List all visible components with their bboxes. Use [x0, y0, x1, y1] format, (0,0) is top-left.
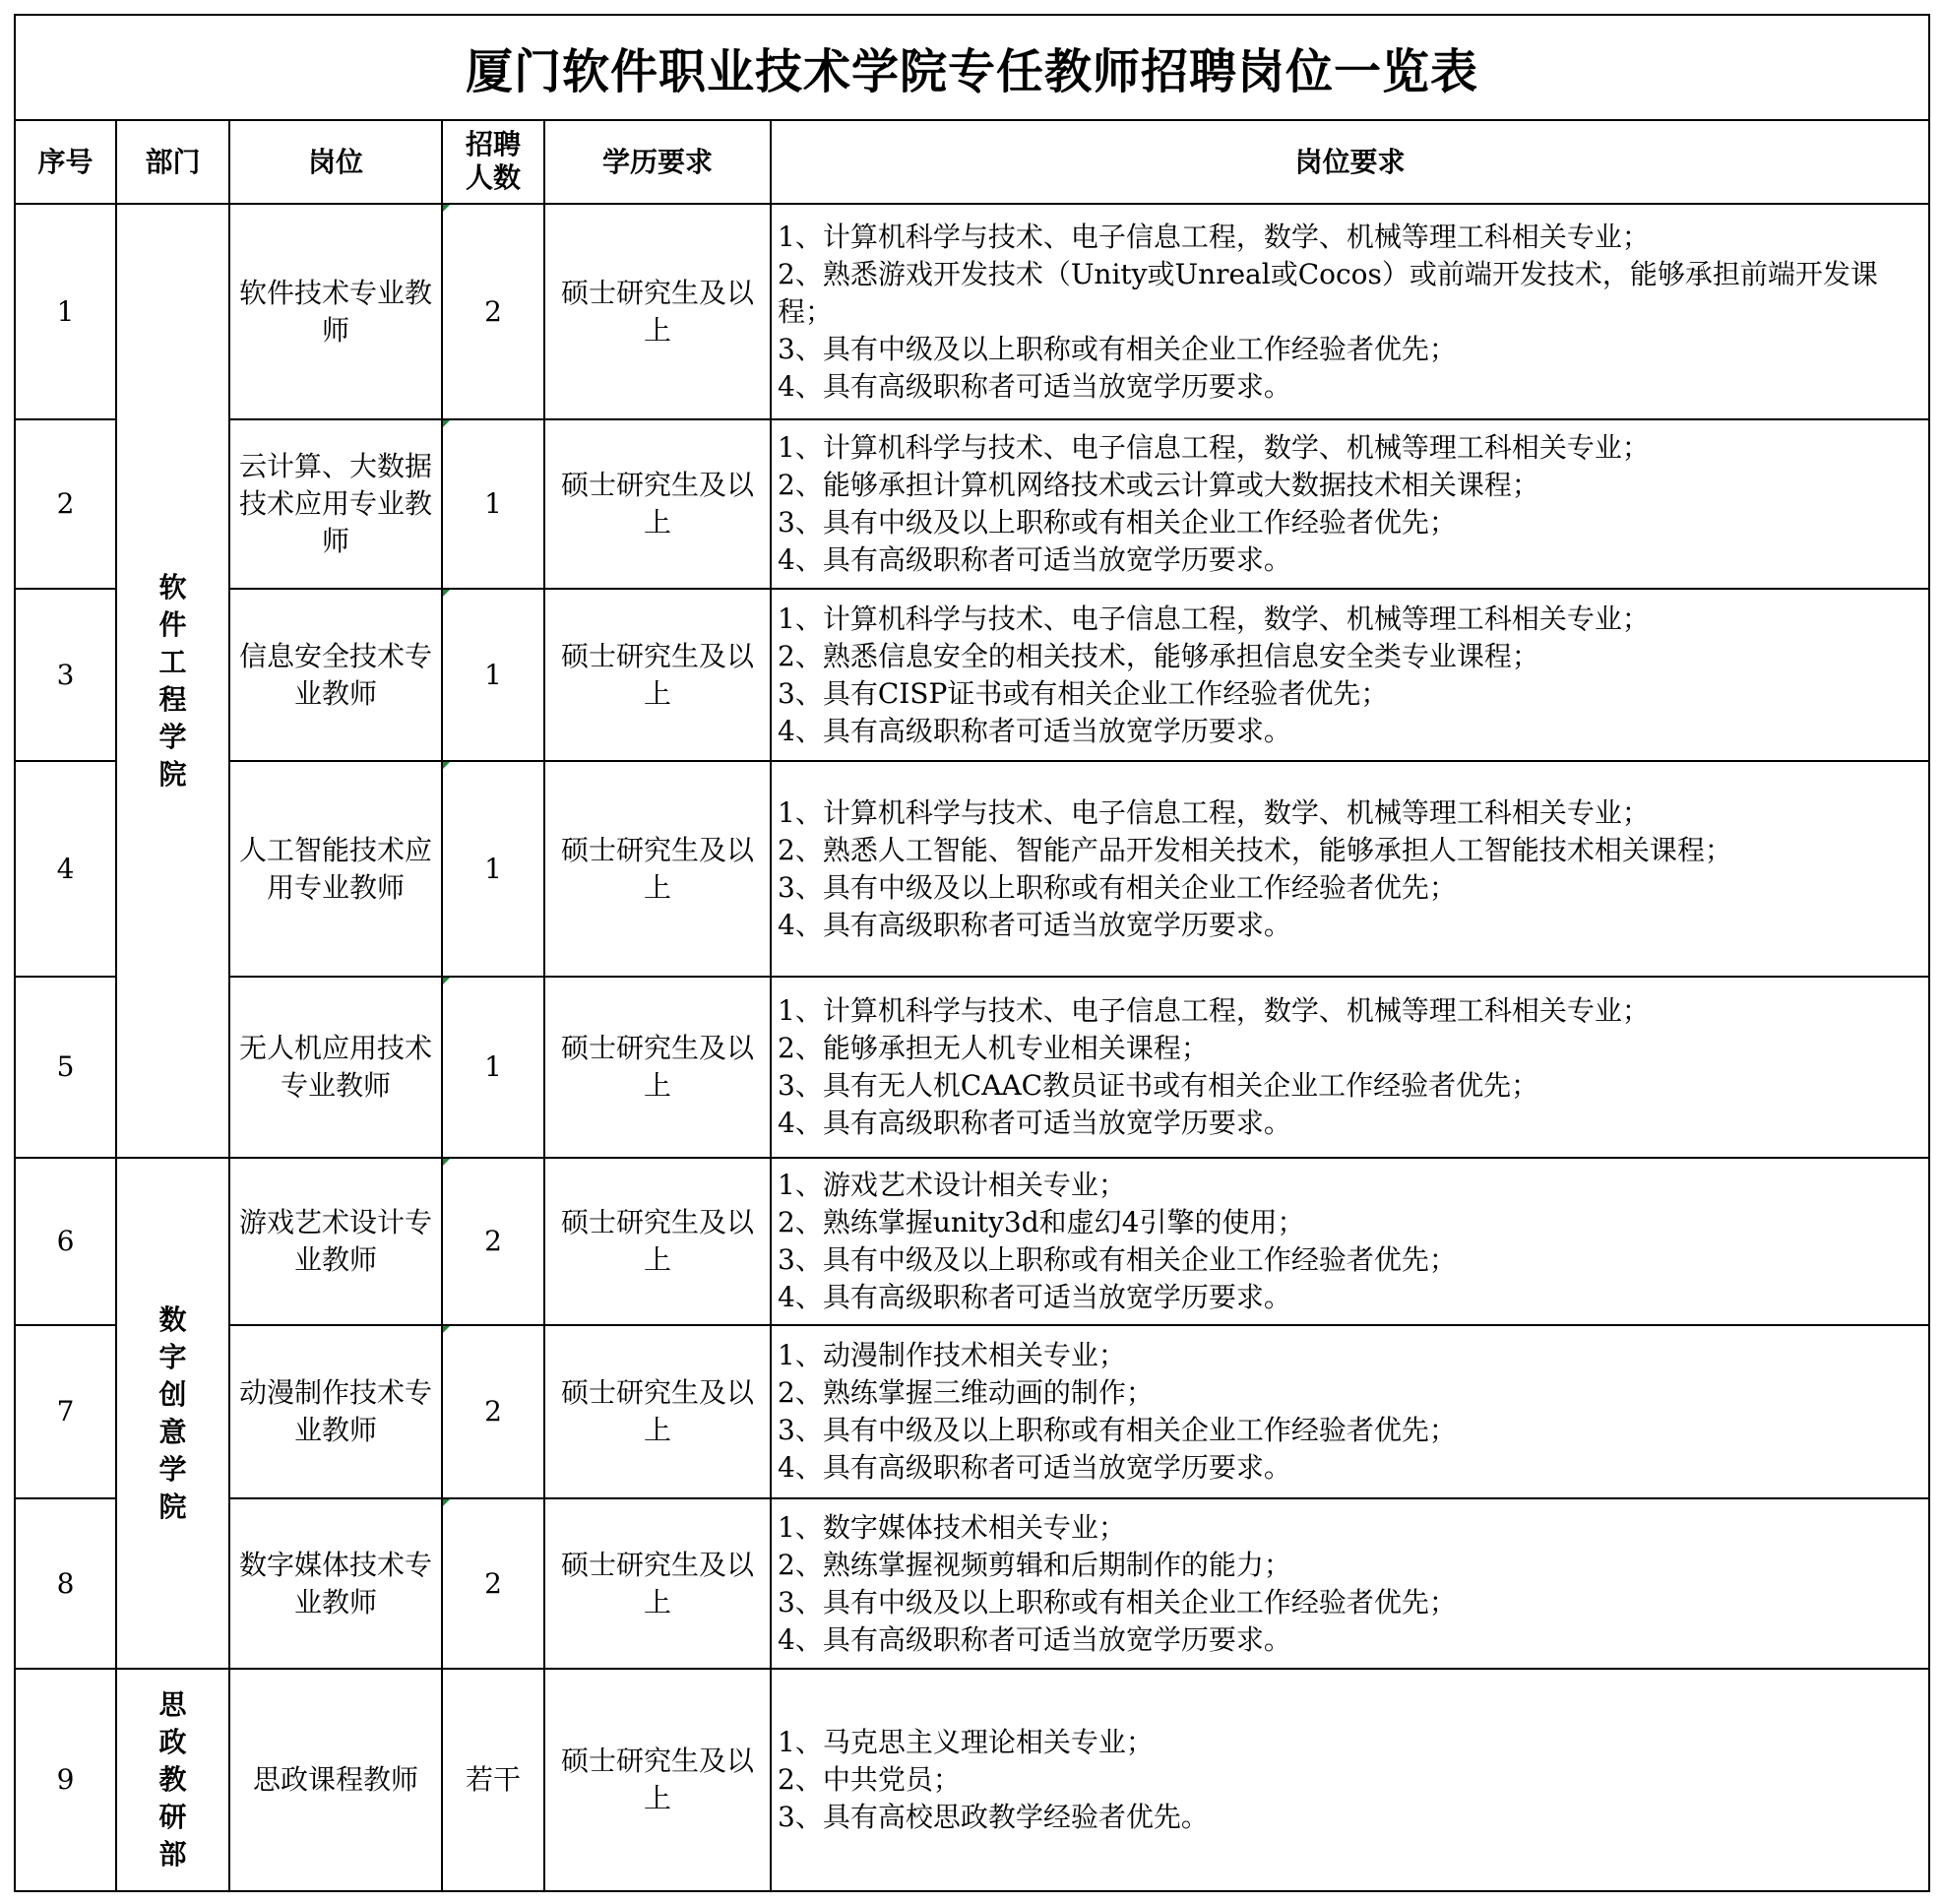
row-no: 2: [16, 419, 116, 589]
header-count: [442, 121, 544, 204]
row-count: 2: [442, 1498, 544, 1669]
row-requirements: 1、数字媒体技术相关专业； 2、熟练掌握视频剪辑和后期制作的能力； 3、具有中级及以上职称或有相关企业工作经验者优先； 4、具有高级职称者可适当放宽学历要求。: [771, 1498, 1928, 1669]
row-count: 1: [442, 977, 544, 1158]
table-row: [16, 977, 1928, 1158]
row-post: 数字媒体技术专业教师: [229, 1498, 442, 1669]
dept-name: 数字创意学院: [158, 1302, 187, 1523]
row-no: 6: [16, 1158, 116, 1325]
row-edu: 硕士研究生及以上: [544, 589, 771, 761]
cell-marker-icon: [443, 590, 450, 597]
row-count: 2: [442, 1325, 544, 1498]
header-post: 岗位: [229, 121, 442, 204]
header-no: 序号: [16, 121, 116, 204]
recruitment-sheet: [14, 14, 1930, 1892]
row-post: 无人机应用技术专业教师: [229, 977, 442, 1158]
row-post: 信息安全技术专业教师: [229, 589, 442, 761]
positions-table: [16, 121, 1928, 1890]
cell-marker-icon: [443, 1159, 450, 1166]
table-row: [16, 1669, 1928, 1890]
table-row: [16, 1325, 1928, 1498]
row-post: 思政课程教师: [229, 1669, 442, 1890]
row-requirements: 1、马克思主义理论相关专业； 2、中共党员； 3、具有高校思政教学经验者优先。: [771, 1669, 1928, 1890]
header-req: 岗位要求: [771, 121, 1928, 204]
dept-name: 思政教研部: [158, 1688, 187, 1871]
row-post: 动漫制作技术专业教师: [229, 1325, 442, 1498]
header-dept: 部门: [116, 121, 229, 204]
header-count-label: 招聘人数: [465, 127, 521, 194]
row-no: 3: [16, 589, 116, 761]
row-count: 1: [442, 589, 544, 761]
row-count: 若干: [442, 1669, 544, 1890]
row-no: 9: [16, 1669, 116, 1890]
sheet-title: 厦门软件职业技术学院专任教师招聘岗位一览表: [16, 16, 1928, 121]
row-requirements: 1、计算机科学与技术、电子信息工程，数学、机械等理工科相关专业； 2、熟悉人工智能、智能产品开发相关技术，能够承担人工智能技术相关课程； 3、具有中级及以上职称或有相关企业工作经验者优先； 4、具有高级职称者可适当放宽学历要求。: [771, 761, 1928, 977]
row-count: 2: [442, 204, 544, 419]
dept-cell: [116, 204, 229, 1158]
row-post: 游戏艺术设计专业教师: [229, 1158, 442, 1325]
row-requirements: 1、游戏艺术设计相关专业； 2、熟练掌握unity3d和虚幻4引擎的使用； 3、具有中级及以上职称或有相关企业工作经验者优先； 4、具有高级职称者可适当放宽学历要求。: [771, 1158, 1928, 1325]
row-edu: 硕士研究生及以上: [544, 204, 771, 419]
header-row: [16, 121, 1928, 204]
cell-marker-icon: [443, 762, 450, 769]
row-edu: 硕士研究生及以上: [544, 419, 771, 589]
row-edu: 硕士研究生及以上: [544, 1158, 771, 1325]
dept-cell: [116, 1669, 229, 1890]
row-no: 1: [16, 204, 116, 419]
table-row: [16, 761, 1928, 977]
row-edu: 硕士研究生及以上: [544, 1669, 771, 1890]
row-no: 5: [16, 977, 116, 1158]
row-requirements: 1、计算机科学与技术、电子信息工程，数学、机械等理工科相关专业； 2、能够承担无人机专业相关课程； 3、具有无人机CAAC教员证书或有相关企业工作经验者优先； 4、具有高级职称者可适当放宽学历要求。: [771, 977, 1928, 1158]
row-count: 2: [442, 1158, 544, 1325]
row-no: 8: [16, 1498, 116, 1669]
dept-name: 软件工程学院: [158, 570, 187, 791]
row-post: 软件技术专业教师: [229, 204, 442, 419]
dept-cell: [116, 1158, 229, 1669]
row-post: 人工智能技术应用专业教师: [229, 761, 442, 977]
row-requirements: 1、计算机科学与技术、电子信息工程，数学、机械等理工科相关专业； 2、熟悉游戏开发技术（Unity或Unreal或Cocos）或前端开发技术，能够承担前端开发课程； 3、具有中级及以上职称或有相关企业工作经验者优先； 4、具有高级职称者可适当放宽学历要求。: [771, 204, 1928, 419]
row-requirements: 1、计算机科学与技术、电子信息工程，数学、机械等理工科相关专业； 2、能够承担计算机网络技术或云计算或大数据技术相关课程； 3、具有中级及以上职称或有相关企业工作经验者优先； 4、具有高级职称者可适当放宽学历要求。: [771, 419, 1928, 589]
table-row: [16, 1158, 1928, 1325]
cell-marker-icon: [443, 205, 450, 212]
header-edu: 学历要求: [544, 121, 771, 204]
table-row: [16, 204, 1928, 419]
row-count: 1: [442, 761, 544, 977]
row-requirements: 1、计算机科学与技术、电子信息工程，数学、机械等理工科相关专业； 2、熟悉信息安全的相关技术，能够承担信息安全类专业课程； 3、具有CISP证书或有相关企业工作经验者优先； 4、具有高级职称者可适当放宽学历要求。: [771, 589, 1928, 761]
cell-marker-icon: [443, 420, 450, 427]
row-edu: 硕士研究生及以上: [544, 977, 771, 1158]
cell-marker-icon: [443, 978, 450, 984]
table-row: [16, 589, 1928, 761]
table-row: [16, 419, 1928, 589]
row-no: 7: [16, 1325, 116, 1498]
row-post: 云计算、大数据技术应用专业教师: [229, 419, 442, 589]
table-row: [16, 1498, 1928, 1669]
cell-marker-icon: [443, 1326, 450, 1333]
row-edu: 硕士研究生及以上: [544, 761, 771, 977]
cell-marker-icon: [443, 1499, 450, 1506]
row-no: 4: [16, 761, 116, 977]
row-requirements: 1、动漫制作技术相关专业； 2、熟练掌握三维动画的制作； 3、具有中级及以上职称或有相关企业工作经验者优先； 4、具有高级职称者可适当放宽学历要求。: [771, 1325, 1928, 1498]
row-count: 1: [442, 419, 544, 589]
row-edu: 硕士研究生及以上: [544, 1325, 771, 1498]
row-edu: 硕士研究生及以上: [544, 1498, 771, 1669]
